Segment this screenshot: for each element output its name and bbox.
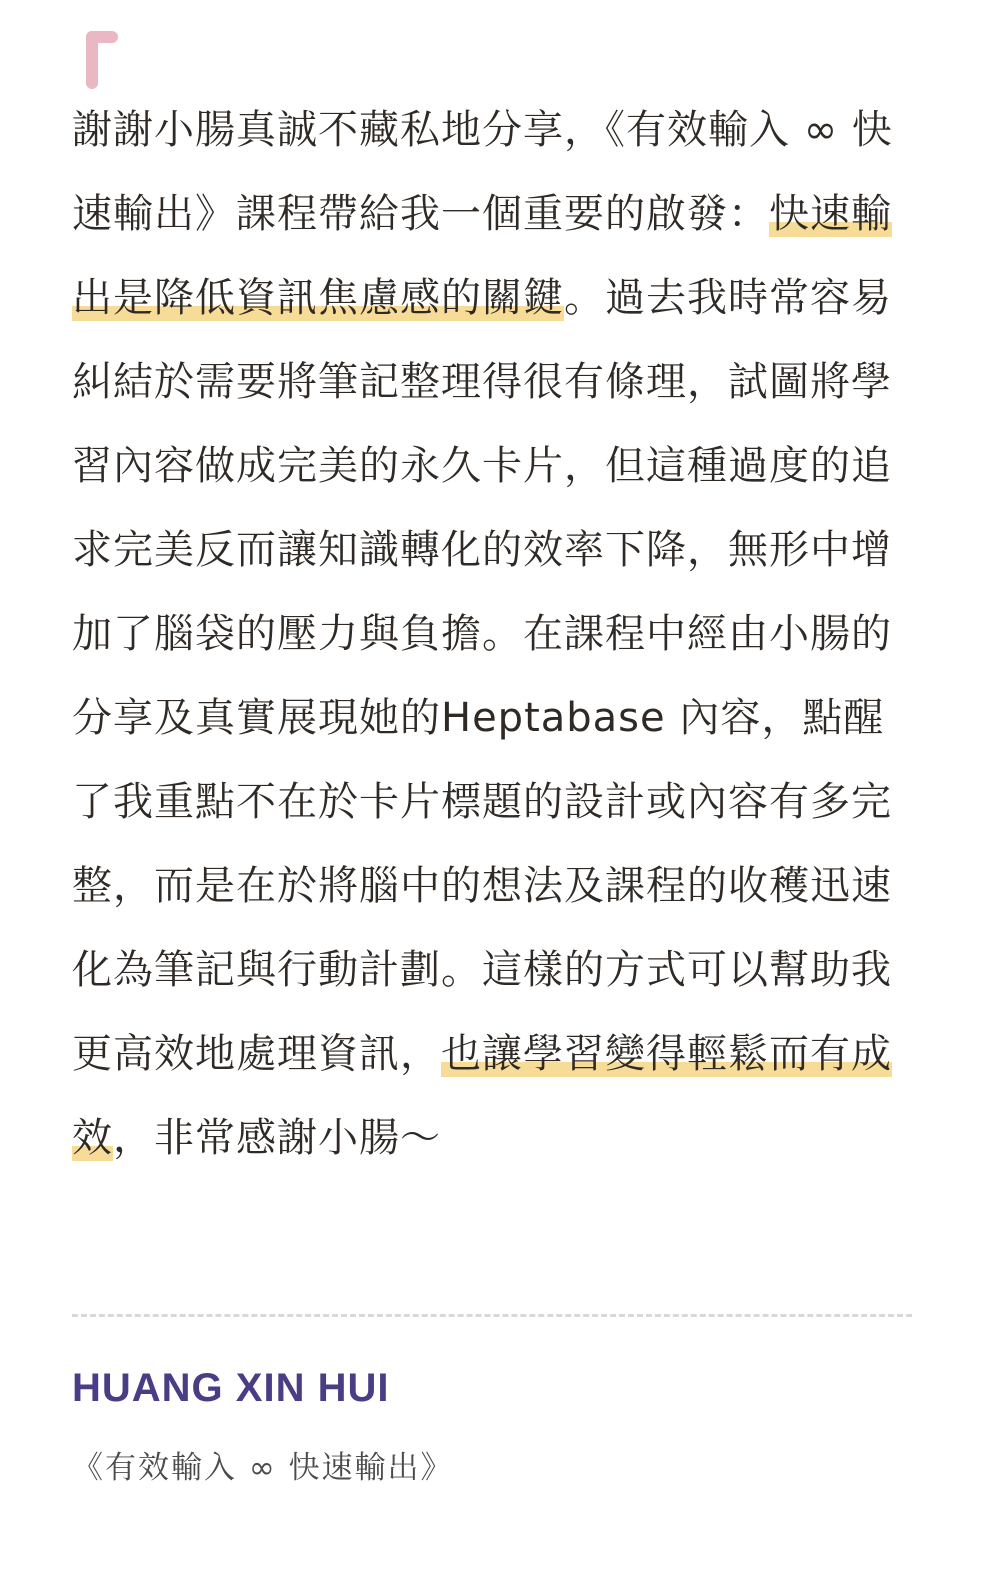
review-text [72,88,922,1180]
dashed-divider [72,1314,912,1317]
author-name: HUANG XIN HUI [72,1366,390,1410]
review-segment: 謝謝小腸真誠不藏私地分享，《有效輸入 ∞ 快速輸出》課程帶給我一個重要的啟發： [72,107,893,237]
highlighted-phrase: 快速輸出是降低資訊焦慮感的關鍵 [72,191,892,321]
review-segment: 。過去我時常容易糾結於需要將筆記整理得很有條理，試圖將學習內容做成完美的永久卡片，但這種過度的追求完美反而讓知識轉化的效率下降，無形中增加了腦袋的壓力與負擔。在課程中經由小腸的分享及真實展現她的Heptabase 內容，點醒了我重點不在於卡片標題的設計或內容有多完整，而是在於將腦中的想法及課程的收穫迅速化為筆記與行動計劃。這樣的方式可以幫助我更高效地處理資訊， [72,275,892,1077]
review-segment: ，非常感謝小腸～ [113,1115,441,1161]
highlighted-phrase: 也讓學習變得輕鬆而有成效 [72,1031,892,1161]
course-name: 《有效輸入 ∞ 快速輸出》 [72,1450,454,1486]
quote-mark-icon [86,31,118,89]
